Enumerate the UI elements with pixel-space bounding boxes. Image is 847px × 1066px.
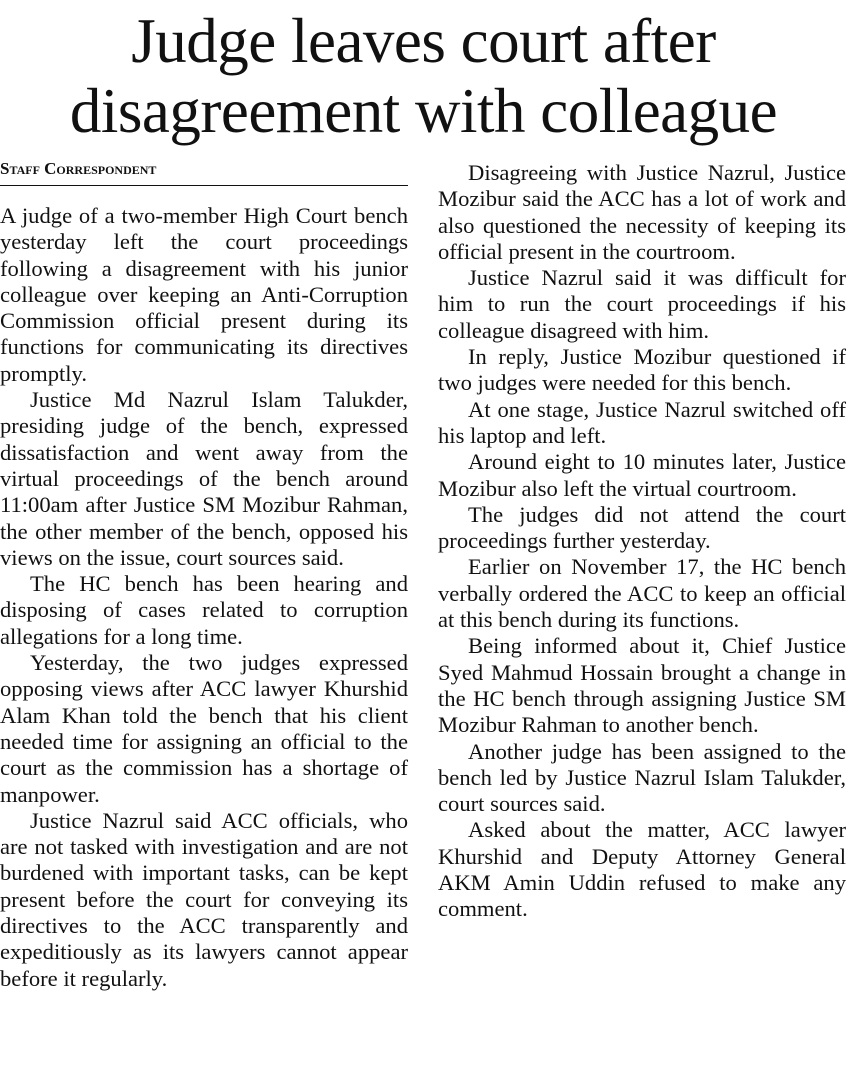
- article-paragraph: A judge of a two-member High Court bench yesterday left the court proceedings following a disagreement with his junior colleague over keeping an Anti-Corruption Commission official present during its functions for communicating its directives promptly.: [0, 203, 408, 386]
- article-paragraph: Justice Nazrul said it was difficult for him to run the court proceedings if his colleague disagreed with him.: [438, 265, 846, 343]
- article-paragraph: Earlier on November 17, the HC bench verbally ordered the ACC to keep an official at this bench during its functions.: [438, 554, 846, 633]
- headline-line-2: disagreement with colleague: [69, 76, 778, 146]
- article-paragraph: Yesterday, the two judges expressed opposing views after ACC lawyer Khurshid Alam Khan told the bench that his client needed time for assigning an official to the court as the commission has a shortage of manpower.: [0, 650, 408, 807]
- article-paragraph: Another judge has been assigned to the bench led by Justice Nazrul Islam Talukder, court sources said.: [438, 738, 846, 817]
- article-paragraph: The HC bench has been hearing and disposing of cases related to corruption allegations for a long time.: [0, 571, 408, 649]
- article-paragraph: At one stage, Justice Nazrul switched off his laptop and left.: [438, 396, 846, 448]
- byline: Staff Correspondent: [0, 158, 408, 186]
- article-paragraph: Asked about the matter, ACC lawyer Khurshid and Deputy Attorney General AKM Amin Uddin refused to make any comment.: [438, 817, 846, 922]
- article-paragraph: In reply, Justice Mozibur questioned if two judges were needed for this bench.: [438, 344, 846, 396]
- article-column-left: [0, 203, 408, 992]
- article-paragraph: Being informed about it, Chief Justice Syed Mahmud Hossain brought a change in the HC bench through assigning Justice SM Mozibur Rahman to another bench.: [438, 633, 846, 738]
- article-paragraph: The judges did not attend the court proceedings further yesterday.: [438, 501, 846, 554]
- article-paragraph: Disagreeing with Justice Nazrul, Justice Mozibur said the ACC has a lot of work and also questioned the necessity of keeping its official present in the courtroom.: [438, 160, 846, 264]
- article-paragraph: Around eight to 10 minutes later, Justice Mozibur also left the virtual courtroom.: [438, 449, 846, 501]
- article-column-right: [438, 160, 846, 923]
- headline-line-1: Judge leaves court after: [131, 6, 716, 76]
- article-paragraph: Justice Md Nazrul Islam Talukder, presiding judge of the bench, expressed dissatisfaction and went away from the virtual proceedings of the bench around 11:00am after Justice SM Mozibur Rahman, the other member of the bench, opposed his views on the issue, court sources said.: [0, 387, 408, 570]
- headline: [0, 6, 847, 146]
- article-paragraph: Justice Nazrul said ACC officials, who are not tasked with investigation and are not burdened with important tasks, can be kept present before the court for conveying its directives to the ACC transparently and expeditiously as its lawyers cannot appear before it regularly.: [0, 807, 408, 991]
